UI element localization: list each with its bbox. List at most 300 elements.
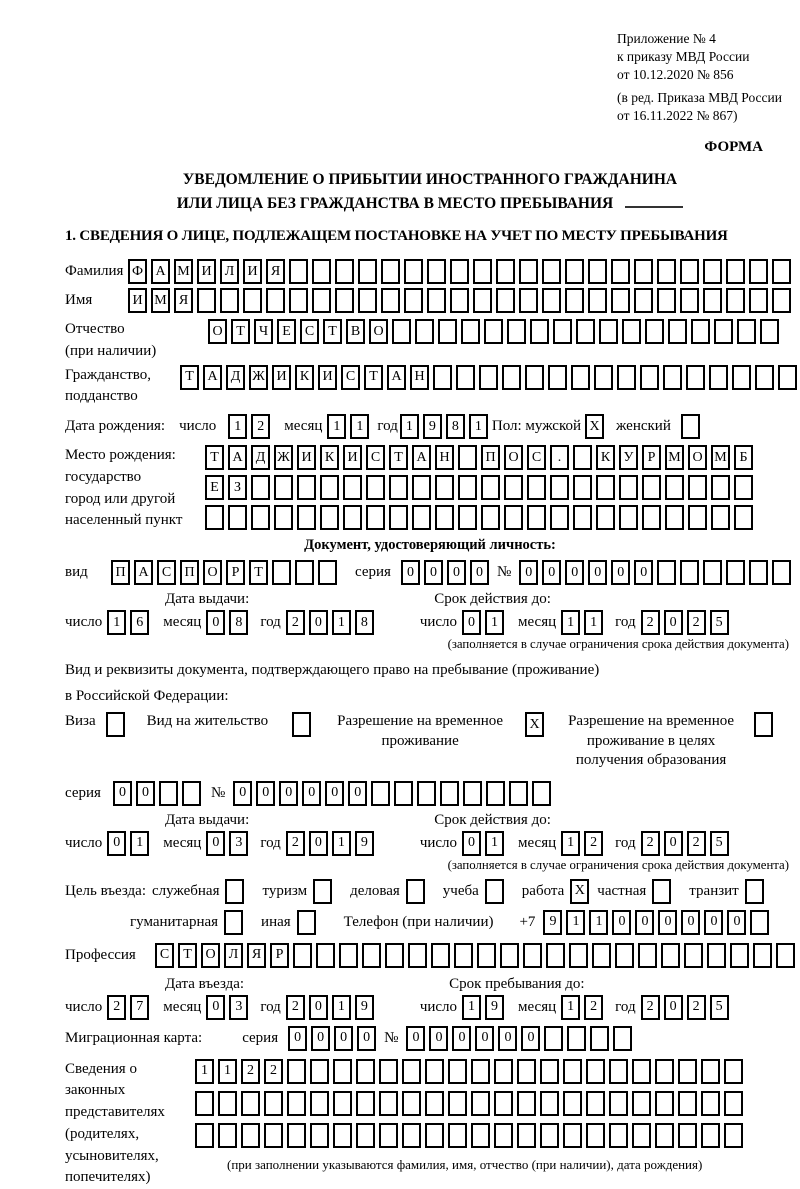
char-box[interactable]: 9 — [355, 995, 374, 1020]
char-box[interactable] — [415, 319, 434, 344]
residence-permit-checkbox[interactable] — [284, 712, 315, 737]
char-box[interactable] — [366, 505, 385, 530]
char-box[interactable] — [527, 505, 546, 530]
char-box[interactable] — [586, 1059, 605, 1084]
profession-input[interactable] — [155, 943, 799, 968]
char-box[interactable] — [714, 319, 733, 344]
char-box[interactable]: 0 — [470, 560, 489, 585]
char-box[interactable]: А — [203, 365, 222, 390]
char-box[interactable]: 0 — [727, 910, 746, 935]
char-box[interactable] — [471, 1091, 490, 1116]
representatives-row1-input[interactable] — [195, 1059, 747, 1084]
birth-day-input[interactable] — [228, 414, 274, 439]
char-box[interactable]: 9 — [485, 995, 504, 1020]
char-box[interactable] — [289, 259, 308, 284]
char-box[interactable] — [343, 505, 362, 530]
char-box[interactable]: 0 — [704, 910, 723, 935]
stay-issue-month-input[interactable] — [206, 831, 252, 856]
char-box[interactable] — [546, 943, 565, 968]
entry-year-input[interactable] — [286, 995, 378, 1020]
char-box[interactable]: 0 — [429, 1026, 448, 1051]
char-box[interactable]: 2 — [107, 995, 126, 1020]
birth-month-input[interactable] — [327, 414, 373, 439]
char-box[interactable] — [532, 781, 551, 806]
migration-card-number-input[interactable] — [406, 1026, 636, 1051]
char-box[interactable]: И — [197, 259, 216, 284]
char-box[interactable]: 0 — [206, 831, 225, 856]
char-box[interactable]: 0 — [288, 1026, 307, 1051]
char-box[interactable] — [197, 288, 216, 313]
edu-residence-checkbox[interactable] — [746, 712, 777, 737]
char-box[interactable]: 0 — [681, 910, 700, 935]
char-box[interactable] — [525, 365, 544, 390]
char-box[interactable]: А — [387, 365, 406, 390]
char-box[interactable]: 0 — [309, 995, 328, 1020]
char-box[interactable] — [310, 1123, 329, 1148]
char-box[interactable] — [484, 319, 503, 344]
char-box[interactable] — [724, 1091, 743, 1116]
representatives-row3-input[interactable] — [195, 1123, 747, 1148]
char-box[interactable] — [622, 319, 641, 344]
stay-issue-day-input[interactable] — [107, 831, 153, 856]
purpose-other-checkbox[interactable] — [297, 910, 320, 935]
char-box[interactable]: Т — [205, 445, 224, 470]
char-box[interactable] — [517, 1059, 536, 1084]
char-box[interactable]: 1 — [195, 1059, 214, 1084]
char-box[interactable]: Р — [642, 445, 661, 470]
char-box[interactable] — [389, 505, 408, 530]
char-box[interactable]: 2 — [241, 1059, 260, 1084]
char-box[interactable]: Л — [220, 259, 239, 284]
char-box[interactable] — [755, 365, 774, 390]
char-box[interactable]: Р — [226, 560, 245, 585]
char-box[interactable] — [665, 505, 684, 530]
char-box[interactable]: Н — [410, 365, 429, 390]
char-box[interactable] — [500, 943, 519, 968]
char-box[interactable] — [681, 414, 700, 439]
given-name-input[interactable] — [128, 288, 795, 313]
char-box[interactable]: Е — [205, 475, 224, 500]
char-box[interactable]: Т — [364, 365, 383, 390]
char-box[interactable] — [645, 319, 664, 344]
char-box[interactable]: З — [228, 475, 247, 500]
char-box[interactable]: И — [128, 288, 147, 313]
char-box[interactable] — [734, 475, 753, 500]
char-box[interactable]: 1 — [561, 610, 580, 635]
char-box[interactable]: 0 — [498, 1026, 517, 1051]
char-box[interactable] — [310, 1059, 329, 1084]
char-box[interactable] — [494, 1123, 513, 1148]
char-box[interactable]: 0 — [664, 831, 683, 856]
purpose-work-checkbox[interactable] — [570, 879, 593, 904]
char-box[interactable]: 5 — [710, 831, 729, 856]
char-box[interactable] — [435, 475, 454, 500]
char-box[interactable] — [343, 475, 362, 500]
char-box[interactable] — [588, 288, 607, 313]
char-box[interactable] — [287, 1091, 306, 1116]
char-box[interactable]: М — [665, 445, 684, 470]
char-box[interactable] — [362, 943, 381, 968]
char-box[interactable] — [688, 475, 707, 500]
char-box[interactable] — [772, 259, 791, 284]
char-box[interactable] — [448, 1091, 467, 1116]
char-box[interactable]: 5 — [710, 610, 729, 635]
char-box[interactable] — [567, 1026, 586, 1051]
char-box[interactable]: 0 — [475, 1026, 494, 1051]
char-box[interactable] — [754, 712, 773, 737]
sex-female-checkbox[interactable] — [681, 414, 704, 439]
char-box[interactable] — [448, 1059, 467, 1084]
char-box[interactable]: Д — [251, 445, 270, 470]
purpose-business-checkbox[interactable] — [406, 879, 429, 904]
surname-input[interactable] — [128, 259, 795, 284]
char-box[interactable] — [318, 560, 337, 585]
stay-doc-number-input[interactable] — [233, 781, 555, 806]
valid-day-input[interactable] — [462, 610, 508, 635]
char-box[interactable] — [310, 1091, 329, 1116]
char-box[interactable] — [220, 288, 239, 313]
char-box[interactable] — [609, 1059, 628, 1084]
char-box[interactable]: 0 — [256, 781, 275, 806]
char-box[interactable] — [527, 475, 546, 500]
char-box[interactable]: 1 — [462, 995, 481, 1020]
char-box[interactable]: О — [201, 943, 220, 968]
char-box[interactable] — [379, 1091, 398, 1116]
char-box[interactable]: 0 — [357, 1026, 376, 1051]
char-box[interactable] — [590, 1026, 609, 1051]
char-box[interactable] — [335, 288, 354, 313]
char-box[interactable]: 0 — [452, 1026, 471, 1051]
char-box[interactable]: И — [297, 445, 316, 470]
char-box[interactable] — [312, 288, 331, 313]
char-box[interactable] — [458, 445, 477, 470]
char-box[interactable] — [517, 1091, 536, 1116]
char-box[interactable] — [504, 505, 523, 530]
char-box[interactable]: А — [228, 445, 247, 470]
char-box[interactable]: Ж — [274, 445, 293, 470]
char-box[interactable] — [642, 475, 661, 500]
char-box[interactable] — [734, 505, 753, 530]
sex-male-checkbox[interactable] — [585, 414, 608, 439]
char-box[interactable]: Я — [266, 259, 285, 284]
char-box[interactable] — [588, 259, 607, 284]
char-box[interactable]: 1 — [561, 831, 580, 856]
char-box[interactable] — [433, 365, 452, 390]
char-box[interactable]: С — [341, 365, 360, 390]
purpose-tourism-checkbox[interactable] — [313, 879, 336, 904]
char-box[interactable] — [228, 505, 247, 530]
char-box[interactable]: О — [688, 445, 707, 470]
char-box[interactable] — [458, 475, 477, 500]
char-box[interactable]: 0 — [424, 560, 443, 585]
char-box[interactable] — [385, 943, 404, 968]
char-box[interactable]: У — [619, 445, 638, 470]
char-box[interactable] — [218, 1091, 237, 1116]
char-box[interactable]: 0 — [611, 560, 630, 585]
char-box[interactable]: 2 — [286, 995, 305, 1020]
char-box[interactable]: 1 — [332, 831, 351, 856]
char-box[interactable]: Ф — [128, 259, 147, 284]
char-box[interactable]: С — [366, 445, 385, 470]
char-box[interactable] — [287, 1123, 306, 1148]
char-box[interactable] — [241, 1091, 260, 1116]
char-box[interactable]: 0 — [635, 910, 654, 935]
char-box[interactable] — [617, 365, 636, 390]
char-box[interactable]: 0 — [206, 610, 225, 635]
issue-year-input[interactable] — [286, 610, 378, 635]
char-box[interactable] — [182, 781, 201, 806]
char-box[interactable] — [640, 365, 659, 390]
char-box[interactable] — [760, 319, 779, 344]
char-box[interactable] — [427, 288, 446, 313]
char-box[interactable] — [573, 475, 592, 500]
char-box[interactable] — [594, 365, 613, 390]
char-box[interactable] — [632, 1123, 651, 1148]
char-box[interactable] — [563, 1059, 582, 1084]
char-box[interactable] — [732, 365, 751, 390]
char-box[interactable] — [707, 943, 726, 968]
char-box[interactable] — [634, 259, 653, 284]
char-box[interactable] — [496, 259, 515, 284]
char-box[interactable]: 0 — [462, 610, 481, 635]
patronymic-input[interactable] — [208, 319, 783, 344]
char-box[interactable] — [274, 505, 293, 530]
char-box[interactable]: И — [243, 259, 262, 284]
char-box[interactable] — [335, 259, 354, 284]
char-box[interactable]: 0 — [565, 560, 584, 585]
char-box[interactable]: 0 — [664, 610, 683, 635]
char-box[interactable]: 0 — [206, 995, 225, 1020]
char-box[interactable]: П — [481, 445, 500, 470]
char-box[interactable] — [657, 560, 676, 585]
char-box[interactable]: 0 — [136, 781, 155, 806]
char-box[interactable]: Д — [226, 365, 245, 390]
char-box[interactable] — [711, 475, 730, 500]
char-box[interactable]: 1 — [332, 610, 351, 635]
char-box[interactable] — [519, 259, 538, 284]
char-box[interactable]: П — [180, 560, 199, 585]
char-box[interactable]: 0 — [311, 1026, 330, 1051]
char-box[interactable] — [638, 943, 657, 968]
char-box[interactable]: 0 — [309, 831, 328, 856]
char-box[interactable] — [292, 712, 311, 737]
migration-card-series-input[interactable] — [288, 1026, 380, 1051]
char-box[interactable]: 0 — [401, 560, 420, 585]
char-box[interactable] — [684, 943, 703, 968]
char-box[interactable] — [613, 1026, 632, 1051]
char-box[interactable] — [435, 505, 454, 530]
char-box[interactable] — [494, 1059, 513, 1084]
char-box[interactable] — [678, 1123, 697, 1148]
char-box[interactable] — [657, 288, 676, 313]
stay-until-year-input[interactable] — [641, 995, 733, 1020]
char-box[interactable]: 0 — [519, 560, 538, 585]
char-box[interactable]: 5 — [710, 995, 729, 1020]
char-box[interactable]: 7 — [130, 995, 149, 1020]
char-box[interactable] — [726, 288, 745, 313]
char-box[interactable] — [609, 1123, 628, 1148]
char-box[interactable] — [448, 1123, 467, 1148]
char-box[interactable] — [287, 1059, 306, 1084]
char-box[interactable] — [408, 943, 427, 968]
char-box[interactable] — [312, 259, 331, 284]
char-box[interactable] — [776, 943, 795, 968]
char-box[interactable] — [576, 319, 595, 344]
char-box[interactable] — [106, 712, 125, 737]
char-box[interactable] — [504, 475, 523, 500]
char-box[interactable] — [440, 781, 459, 806]
char-box[interactable]: Т — [231, 319, 250, 344]
char-box[interactable] — [358, 288, 377, 313]
representatives-row2-input[interactable] — [195, 1091, 747, 1116]
char-box[interactable] — [366, 475, 385, 500]
char-box[interactable] — [159, 781, 178, 806]
char-box[interactable] — [297, 475, 316, 500]
char-box[interactable] — [356, 1091, 375, 1116]
char-box[interactable] — [494, 1091, 513, 1116]
char-box[interactable] — [724, 1059, 743, 1084]
char-box[interactable] — [642, 505, 661, 530]
char-box[interactable] — [295, 560, 314, 585]
char-box[interactable] — [772, 560, 791, 585]
char-box[interactable] — [481, 505, 500, 530]
char-box[interactable] — [251, 475, 270, 500]
char-box[interactable] — [264, 1091, 283, 1116]
purpose-study-checkbox[interactable] — [485, 879, 508, 904]
char-box[interactable] — [565, 288, 584, 313]
char-box[interactable] — [563, 1123, 582, 1148]
char-box[interactable] — [553, 319, 572, 344]
char-box[interactable] — [224, 910, 243, 935]
char-box[interactable]: Ж — [249, 365, 268, 390]
char-box[interactable]: В — [346, 319, 365, 344]
char-box[interactable] — [356, 1123, 375, 1148]
doc-series-input[interactable] — [401, 560, 493, 585]
char-box[interactable]: Т — [323, 319, 342, 344]
char-box[interactable] — [479, 365, 498, 390]
char-box[interactable]: 0 — [634, 560, 653, 585]
char-box[interactable] — [431, 943, 450, 968]
char-box[interactable] — [509, 781, 528, 806]
char-box[interactable] — [195, 1123, 214, 1148]
char-box[interactable] — [402, 1123, 421, 1148]
char-box[interactable] — [563, 1091, 582, 1116]
stay-valid-month-input[interactable] — [561, 831, 607, 856]
char-box[interactable] — [565, 259, 584, 284]
char-box[interactable] — [599, 319, 618, 344]
char-box[interactable]: 0 — [521, 1026, 540, 1051]
char-box[interactable] — [540, 1091, 559, 1116]
char-box[interactable]: 0 — [462, 831, 481, 856]
char-box[interactable] — [404, 288, 423, 313]
char-box[interactable] — [571, 365, 590, 390]
char-box[interactable]: 1 — [218, 1059, 237, 1084]
char-box[interactable]: 0 — [406, 1026, 425, 1051]
char-box[interactable] — [438, 319, 457, 344]
char-box[interactable] — [404, 259, 423, 284]
valid-month-input[interactable] — [561, 610, 607, 635]
char-box[interactable]: 1 — [327, 414, 346, 439]
char-box[interactable]: О — [203, 560, 222, 585]
char-box[interactable] — [711, 505, 730, 530]
char-box[interactable]: Ч — [254, 319, 273, 344]
phone-input[interactable] — [543, 910, 773, 935]
char-box[interactable] — [573, 505, 592, 530]
char-box[interactable]: К — [295, 365, 314, 390]
char-box[interactable] — [678, 1059, 697, 1084]
char-box[interactable] — [609, 1091, 628, 1116]
char-box[interactable]: Т — [180, 365, 199, 390]
char-box[interactable]: К — [320, 445, 339, 470]
char-box[interactable] — [655, 1059, 674, 1084]
purpose-private-checkbox[interactable] — [652, 879, 675, 904]
char-box[interactable]: 8 — [229, 610, 248, 635]
char-box[interactable]: 2 — [687, 610, 706, 635]
char-box[interactable]: С — [300, 319, 319, 344]
char-box[interactable] — [205, 505, 224, 530]
char-box[interactable] — [313, 879, 332, 904]
char-box[interactable]: М — [174, 259, 193, 284]
char-box[interactable] — [339, 943, 358, 968]
char-box[interactable]: 2 — [641, 831, 660, 856]
char-box[interactable] — [726, 259, 745, 284]
issue-month-input[interactable] — [206, 610, 252, 635]
char-box[interactable] — [619, 475, 638, 500]
char-box[interactable] — [619, 505, 638, 530]
char-box[interactable] — [586, 1123, 605, 1148]
char-box[interactable]: 0 — [325, 781, 344, 806]
char-box[interactable] — [471, 1123, 490, 1148]
char-box[interactable] — [272, 560, 291, 585]
char-box[interactable] — [333, 1091, 352, 1116]
char-box[interactable] — [750, 910, 769, 935]
char-box[interactable]: 2 — [687, 831, 706, 856]
birth-place-row3-input[interactable] — [205, 505, 757, 530]
char-box[interactable]: Я — [174, 288, 193, 313]
char-box[interactable] — [703, 288, 722, 313]
char-box[interactable] — [615, 943, 634, 968]
char-box[interactable]: Н — [435, 445, 454, 470]
char-box[interactable] — [274, 475, 293, 500]
char-box[interactable]: Т — [389, 445, 408, 470]
char-box[interactable]: 2 — [687, 995, 706, 1020]
char-box[interactable] — [218, 1123, 237, 1148]
char-box[interactable] — [678, 1091, 697, 1116]
char-box[interactable]: И — [318, 365, 337, 390]
char-box[interactable] — [458, 505, 477, 530]
char-box[interactable]: 0 — [107, 831, 126, 856]
char-box[interactable] — [333, 1123, 352, 1148]
char-box[interactable]: О — [369, 319, 388, 344]
char-box[interactable] — [680, 259, 699, 284]
char-box[interactable] — [652, 879, 671, 904]
char-box[interactable]: X — [570, 879, 589, 904]
char-box[interactable] — [241, 1123, 260, 1148]
char-box[interactable] — [726, 560, 745, 585]
char-box[interactable] — [550, 505, 569, 530]
purpose-transit-checkbox[interactable] — [745, 879, 768, 904]
char-box[interactable]: 1 — [350, 414, 369, 439]
char-box[interactable]: М — [151, 288, 170, 313]
char-box[interactable]: 9 — [423, 414, 442, 439]
char-box[interactable] — [195, 1091, 214, 1116]
char-box[interactable] — [297, 505, 316, 530]
char-box[interactable]: 1 — [107, 610, 126, 635]
valid-year-input[interactable] — [641, 610, 733, 635]
char-box[interactable] — [592, 943, 611, 968]
char-box[interactable] — [450, 259, 469, 284]
char-box[interactable]: 2 — [584, 831, 603, 856]
